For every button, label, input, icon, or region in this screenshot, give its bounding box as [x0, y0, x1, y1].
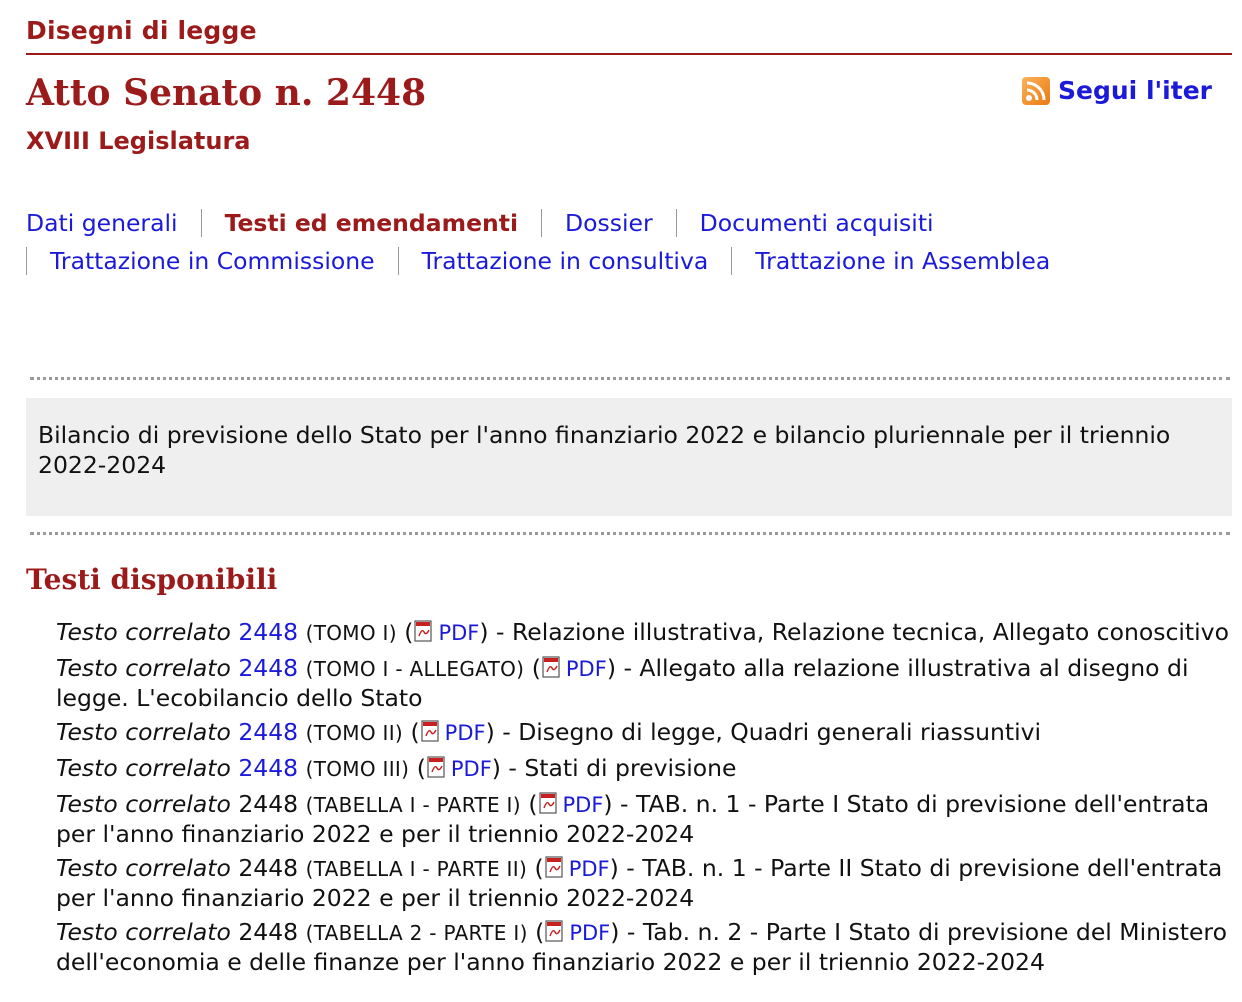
- page-title: Atto Senato n. 2448: [26, 72, 427, 114]
- tab-separator: [541, 209, 542, 237]
- tab-trattazione-commissione[interactable]: Trattazione in Commissione: [50, 247, 375, 275]
- tome-label: (TOMO III): [305, 757, 410, 781]
- pdf-link[interactable]: PDF: [438, 621, 480, 645]
- pdf-icon[interactable]: [541, 656, 563, 684]
- list-item: Testo correlato 2448 (TOMO I) ( PDF) - Relazione illustrativa, Relazione tecnica, Allegato conoscitivo: [56, 618, 1229, 646]
- tome-label: (TABELLA I - PARTE II): [305, 857, 528, 881]
- pdf-icon[interactable]: [426, 756, 448, 784]
- item-prefix: Testo correlato: [56, 618, 231, 646]
- text-number-link[interactable]: 2448: [238, 618, 299, 646]
- item-prefix: Testo correlato: [56, 854, 231, 882]
- item-prefix: Testo correlato: [56, 918, 231, 946]
- tab-separator: [201, 209, 202, 237]
- item-prefix: Testo correlato: [56, 654, 231, 682]
- tome-label: (TABELLA I - PARTE I): [305, 793, 521, 817]
- bill-description: Bilancio di previsione dello Stato per l'anno finanziario 2022 e bilancio pluriennale per il triennio 2022-2024: [26, 398, 1232, 516]
- tab-dati-generali[interactable]: Dati generali: [26, 209, 178, 237]
- pdf-icon[interactable]: [420, 720, 442, 748]
- tome-label: (TOMO II): [305, 721, 404, 745]
- pdf-link[interactable]: PDF: [568, 857, 610, 881]
- tab-row-1: [26, 204, 1226, 242]
- text-number: 2448: [238, 790, 299, 818]
- tab-row-2: [26, 242, 1226, 280]
- item-description: Tab. n. 2 - Parte I Stato di previsione del Ministero dell'economia e delle finanze per l'anno finanziario 2022 e per il triennio 2022-2024: [56, 918, 1227, 976]
- text-number: 2448: [238, 854, 299, 882]
- item-prefix: Testo correlato: [56, 754, 231, 782]
- texts-heading: Testi disponibili: [26, 563, 278, 596]
- pdf-icon[interactable]: [544, 920, 566, 948]
- follow-iter-link[interactable]: [1022, 76, 1212, 105]
- tome-label: (TOMO I - ALLEGATO): [305, 657, 525, 681]
- item-description: Relazione illustrativa, Relazione tecnica, Allegato conoscitivo: [511, 618, 1229, 646]
- tab-dossier[interactable]: Dossier: [565, 209, 653, 237]
- pdf-link[interactable]: PDF: [444, 721, 486, 745]
- list-item: Testo correlato 2448 (TOMO III) ( PDF) - Stati di previsione: [56, 754, 737, 782]
- list-item: Testo correlato 2448 (TABELLA I - PARTE I) ( PDF) - TAB. n. 1 - Parte I Stato di previsione dell'entrata per l'anno finanziario 2022 e per il triennio 2022-2024: [56, 790, 1210, 848]
- tab-separator: [26, 247, 27, 275]
- tab-separator: [731, 247, 732, 275]
- item-description: Stati di previsione: [524, 754, 737, 782]
- pdf-icon[interactable]: [413, 620, 435, 648]
- tab-navigation: [26, 204, 1226, 280]
- text-number-link[interactable]: 2448: [238, 654, 299, 682]
- item-prefix: Testo correlato: [56, 718, 231, 746]
- tome-label: (TOMO I): [305, 621, 397, 645]
- rss-icon: [1022, 77, 1050, 105]
- list-item: Testo correlato 2448 (TOMO II) ( PDF) - Disegno di legge, Quadri generali riassuntivi: [56, 718, 1042, 746]
- legislature-label: XVIII Legislatura: [26, 127, 251, 155]
- tab-separator: [676, 209, 677, 237]
- dotted-divider: [30, 532, 1230, 535]
- text-list: [56, 618, 1236, 982]
- tab-trattazione-consultiva[interactable]: Trattazione in consultiva: [421, 247, 709, 275]
- tab-trattazione-assemblea[interactable]: Trattazione in Assemblea: [755, 247, 1051, 275]
- pdf-link[interactable]: PDF: [565, 657, 607, 681]
- item-description: TAB. n. 1 - Parte II Stato di previsione dell'entrata per l'anno finanziario 2022 e per il triennio 2022-2024: [56, 854, 1223, 912]
- tab-testi-ed-emendamenti[interactable]: Testi ed emendamenti: [224, 209, 519, 237]
- pdf-link[interactable]: PDF: [450, 757, 492, 781]
- text-number: 2448: [238, 918, 299, 946]
- pdf-icon[interactable]: [538, 792, 560, 820]
- pdf-icon[interactable]: [544, 856, 566, 884]
- section-divider: [26, 53, 1232, 55]
- list-item: Testo correlato 2448 (TABELLA 2 - PARTE I) ( PDF) - Tab. n. 2 - Parte I Stato di previsione del Ministero dell'economia e delle finanze per l'anno finanziario 2022 e per il triennio 2022-2024: [56, 918, 1227, 976]
- section-title: Disegni di legge: [26, 16, 257, 45]
- pdf-link[interactable]: PDF: [569, 921, 611, 945]
- list-item: Testo correlato 2448 (TABELLA I - PARTE II) ( PDF) - TAB. n. 1 - Parte II Stato di previsione dell'entrata per l'anno finanziario 2022 e per il triennio 2022-2024: [56, 854, 1223, 912]
- follow-iter-label[interactable]: Segui l'iter: [1058, 76, 1212, 105]
- text-number-link[interactable]: 2448: [238, 754, 299, 782]
- tab-separator: [398, 247, 399, 275]
- item-prefix: Testo correlato: [56, 790, 231, 818]
- text-number-link[interactable]: 2448: [238, 718, 299, 746]
- item-description: TAB. n. 1 - Parte I Stato di previsione dell'entrata per l'anno finanziario 2022 e per il triennio 2022-2024: [56, 790, 1210, 848]
- dotted-divider: [30, 377, 1230, 380]
- tome-label: (TABELLA 2 - PARTE I): [305, 921, 528, 945]
- item-description: Disegno di legge, Quadri generali riassuntivi: [518, 718, 1042, 746]
- pdf-link[interactable]: PDF: [562, 793, 604, 817]
- item-description: Allegato alla relazione illustrativa al disegno di legge. L'ecobilancio dello Stato: [56, 654, 1189, 712]
- list-item: Testo correlato 2448 (TOMO I - ALLEGATO) ( PDF) - Allegato alla relazione illustrativa al disegno di legge. L'ecobilancio dello Stato: [56, 654, 1189, 712]
- tab-documenti-acquisiti[interactable]: Documenti acquisiti: [699, 209, 934, 237]
